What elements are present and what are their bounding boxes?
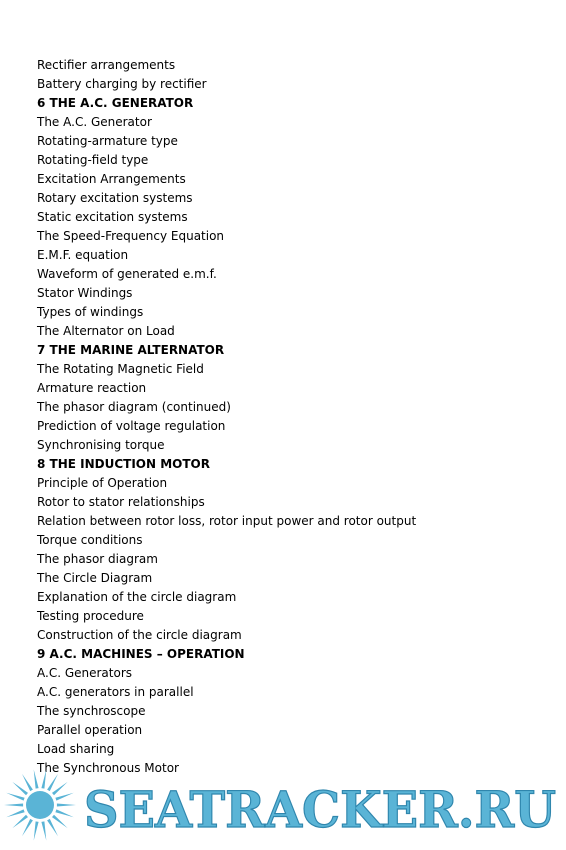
- toc-entry: The phasor diagram (continued): [37, 400, 231, 414]
- toc-entry: Construction of the circle diagram: [37, 628, 242, 642]
- toc-entry: Rotor to stator relationships: [37, 495, 205, 509]
- chapter-heading: 9 A.C. MACHINES – OPERATION: [37, 647, 245, 661]
- toc-entry: Relation between rotor loss, rotor input power and rotor output: [37, 514, 417, 528]
- toc-entry: Static excitation systems: [37, 210, 188, 224]
- toc-entry: Types of windings: [37, 305, 144, 319]
- toc-entry: Testing procedure: [37, 609, 144, 623]
- toc-entry: The Speed-Frequency Equation: [37, 229, 225, 243]
- toc-entry: Armature reaction: [37, 381, 147, 395]
- toc-entry: Principle of Operation: [37, 476, 168, 490]
- toc-entry: The phasor diagram: [37, 552, 158, 566]
- chapter-heading: 6 THE A.C. GENERATOR: [37, 96, 194, 110]
- watermark: [0, 765, 566, 850]
- toc-entry: Rotary excitation systems: [37, 191, 193, 205]
- chapter-heading: 8 THE INDUCTION MOTOR: [37, 457, 210, 471]
- watermark-text: SEATRACKER.RU: [84, 780, 556, 839]
- chapter-heading: 7 THE MARINE ALTERNATOR: [37, 343, 225, 357]
- toc-entry: Rectifier arrangements: [37, 58, 176, 72]
- toc-entry: Torque conditions: [37, 533, 143, 547]
- toc-entry: The A.C. Generator: [37, 115, 152, 129]
- toc-entry: Parallel operation: [37, 723, 143, 737]
- toc-entry: The Alternator on Load: [37, 324, 175, 338]
- table-of-contents: [37, 56, 416, 778]
- toc-entry: Load sharing: [37, 742, 115, 756]
- toc-entry: The Rotating Magnetic Field: [37, 362, 204, 376]
- toc-entry: Explanation of the circle diagram: [37, 590, 237, 604]
- toc-entry: The Circle Diagram: [37, 571, 153, 585]
- toc-entry: Synchronising torque: [37, 438, 165, 452]
- toc-entry: Rotating-armature type: [37, 134, 178, 148]
- toc-entry: The synchroscope: [37, 704, 146, 718]
- toc-entry: Prediction of voltage regulation: [37, 419, 226, 433]
- toc-entry: Waveform of generated e.m.f.: [37, 267, 217, 281]
- toc-entry: A.C. generators in parallel: [37, 685, 194, 699]
- toc-entry: The Synchronous Motor: [37, 761, 179, 775]
- toc-entry: Excitation Arrangements: [37, 172, 186, 186]
- toc-entry: A.C. Generators: [37, 666, 133, 680]
- sun-icon: [4, 770, 76, 841]
- toc-entry: E.M.F. equation: [37, 248, 129, 262]
- toc-entry: Stator Windings: [37, 286, 133, 300]
- toc-entry: Rotating-field type: [37, 153, 149, 167]
- toc-entry: Battery charging by rectifier: [37, 77, 207, 91]
